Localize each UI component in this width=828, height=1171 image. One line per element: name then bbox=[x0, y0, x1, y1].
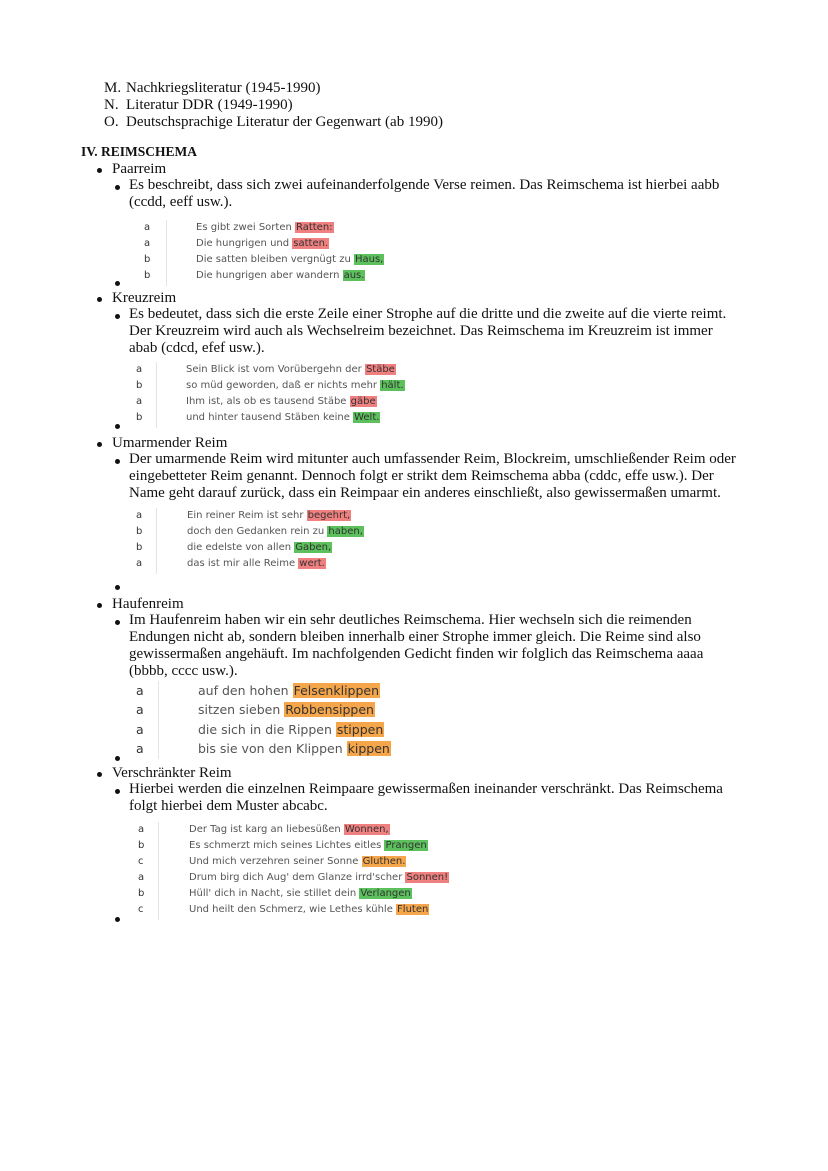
rhyme-key: a bbox=[136, 396, 143, 407]
rhyme-key: a bbox=[136, 722, 144, 737]
rhyme-text: Und heilt den Schmerz, wie Lethes kühle bbox=[189, 904, 397, 915]
description-line: (ccdd, eeff usw.). bbox=[129, 194, 233, 210]
description-line: Name geht darauf zurück, dass ein Reimpaar ein anderes einschließt, also gewissermaßen umarmt. bbox=[129, 485, 721, 501]
rhyme-word-highlight: kippen bbox=[347, 741, 390, 756]
rhyme-key: b bbox=[144, 270, 151, 281]
rhyme-text: auf den hohen bbox=[198, 683, 293, 698]
rhyme-key: a bbox=[144, 238, 151, 249]
bullet-dot bbox=[97, 772, 102, 777]
rhyme-text: sitzen sieben bbox=[198, 702, 285, 717]
rhyme-key: b bbox=[136, 526, 143, 537]
list-letter: N. bbox=[104, 97, 119, 113]
rhyme-divider bbox=[156, 362, 157, 428]
description-line: Im Haufenreim haben wir ein sehr deutliches Reimschema. Hier wechseln sich die reimenden bbox=[129, 612, 692, 628]
list-letter: O. bbox=[104, 114, 119, 130]
rhyme-key: b bbox=[138, 840, 145, 851]
description-line: Der Kreuzreim wird auch als Wechselreim bezeichnet. Das Reimschema im Kreuzreim ist immer bbox=[129, 323, 713, 339]
rhyme-key: a bbox=[136, 364, 143, 375]
rhyme-divider bbox=[158, 822, 159, 920]
rhyme-key: a bbox=[136, 702, 144, 717]
rhyme-word-highlight: Welt. bbox=[354, 412, 380, 423]
section-description-verschraenkter-reim bbox=[129, 781, 809, 815]
rhyme-key: b bbox=[136, 380, 143, 391]
bullet-dot bbox=[115, 314, 120, 319]
list-text: Nachkriegsliteratur (1945-1990) bbox=[126, 80, 321, 96]
bullet-dot bbox=[115, 185, 120, 190]
rhyme-word-highlight: Haus, bbox=[354, 254, 384, 265]
rhyme-key: b bbox=[136, 412, 143, 423]
literature-item-n bbox=[104, 96, 293, 114]
rhyme-key: b bbox=[138, 888, 145, 899]
rhyme-word-highlight: begehrt, bbox=[307, 510, 351, 521]
rhyme-text: die edelste von allen bbox=[187, 542, 295, 553]
bullet-dot bbox=[115, 459, 120, 464]
rhyme-word-highlight: Wonnen, bbox=[344, 824, 389, 835]
rhyme-text: Die hungrigen aber wandern bbox=[196, 270, 343, 281]
rhyme-word-highlight: Robbensippen bbox=[285, 702, 374, 717]
section-heading: IV. REIMSCHEMA bbox=[81, 144, 198, 159]
description-line: Endungen nicht ab, sondern bleiben innerhalb einer Strophe immer gleich. Die Reime sind also bbox=[129, 629, 701, 645]
rhyme-word-highlight: satten. bbox=[293, 238, 329, 249]
description-line: Es bedeutet, dass sich die erste Zeile einer Strophe auf die dritte und die zweite auf die vierte reimt. bbox=[129, 306, 727, 322]
rhyme-text: Die satten bleiben vergnügt zu bbox=[196, 254, 354, 265]
rhyme-divider bbox=[158, 681, 159, 759]
rhyme-key: c bbox=[138, 856, 144, 867]
literature-item-m bbox=[104, 79, 321, 97]
rhyme-word-highlight: Gaben, bbox=[295, 542, 332, 553]
section-title-haufenreim: Haufenreim bbox=[112, 596, 184, 612]
rhyme-text: Hüll' dich in Nacht, sie stillet dein bbox=[189, 888, 360, 899]
bullet-dot bbox=[97, 168, 102, 173]
rhyme-text: doch den Gedanken rein zu bbox=[187, 526, 328, 537]
description-line: abab (cdcd, efef usw.). bbox=[129, 340, 265, 356]
bullet-dot bbox=[115, 756, 120, 761]
description-line: Es beschreibt, dass sich zwei aufeinanderfolgende Verse reimen. Das Reimschema ist hierbei aabb bbox=[129, 177, 720, 193]
rhyme-text: das ist mir alle Reime bbox=[187, 558, 299, 569]
description-line: folgt hierbei dem Muster abcabc. bbox=[129, 798, 328, 814]
list-text: Deutschsprachige Literatur der Gegenwart (ab 1990) bbox=[126, 114, 443, 130]
bullet-dot bbox=[115, 281, 120, 286]
section-description-paarreim bbox=[129, 177, 789, 211]
rhyme-word-highlight: Ratten: bbox=[295, 222, 333, 233]
section-description-haufenreim bbox=[129, 612, 789, 680]
bullet-dot bbox=[115, 917, 120, 922]
rhyme-text: Es schmerzt mich seines Lichtes eitles bbox=[189, 840, 385, 851]
rhyme-word-highlight: Prangen bbox=[385, 840, 427, 851]
rhyme-divider bbox=[166, 220, 167, 286]
section-title-kreuzreim: Kreuzreim bbox=[112, 290, 177, 306]
rhyme-key: b bbox=[136, 542, 143, 553]
section-title-paarreim: Paarreim bbox=[112, 161, 167, 177]
rhyme-text: die sich in die Rippen bbox=[198, 722, 336, 737]
description-line: (bbbb, cccc usw.). bbox=[129, 663, 238, 679]
description-line: eingebetteter Reim genannt. Dennoch folgt er strikt dem Reimschema abba (cddc, effe usw.). Der bbox=[129, 468, 714, 484]
rhyme-key: a bbox=[138, 872, 145, 883]
rhyme-text: Es gibt zwei Sorten bbox=[196, 222, 295, 233]
rhyme-key: a bbox=[136, 510, 143, 521]
rhyme-text: und hinter tausend Stäben keine bbox=[186, 412, 354, 423]
rhyme-divider bbox=[156, 508, 157, 574]
literature-item-o bbox=[104, 113, 443, 131]
bullet-dot bbox=[97, 297, 102, 302]
rhyme-word-highlight: Verlangen bbox=[360, 888, 411, 899]
rhyme-word-highlight: Fluten bbox=[397, 904, 429, 915]
list-letter: M. bbox=[104, 80, 122, 96]
section-description-kreuzreim bbox=[129, 306, 809, 357]
rhyme-key: a bbox=[136, 741, 144, 756]
section-title-umarmender-reim: Umarmender Reim bbox=[112, 435, 228, 451]
description-line: Der umarmende Reim wird mitunter auch umfassender Reim, Blockreim, umschließender Reim oder bbox=[129, 451, 736, 467]
rhyme-word-highlight: Gluthen. bbox=[362, 856, 406, 867]
rhyme-word-highlight: gäbe bbox=[350, 396, 376, 407]
rhyme-text: Und mich verzehren seiner Sonne bbox=[189, 856, 362, 867]
bullet-dot bbox=[115, 585, 120, 590]
rhyme-text: bis sie von den Klippen bbox=[198, 741, 347, 756]
rhyme-key: c bbox=[138, 904, 144, 915]
rhyme-text: Die hungrigen und bbox=[196, 238, 293, 249]
rhyme-word-highlight: Sonnen! bbox=[406, 872, 449, 883]
bullet-dot bbox=[115, 620, 120, 625]
rhyme-text: so müd geworden, daß er nichts mehr bbox=[186, 380, 381, 391]
rhyme-key: a bbox=[138, 824, 145, 835]
rhyme-key: a bbox=[144, 222, 151, 233]
rhyme-key: a bbox=[136, 558, 143, 569]
rhyme-word-highlight: Stäbe bbox=[365, 364, 395, 375]
rhyme-text: Drum birg dich Aug' dem Glanze irrd'scher bbox=[189, 872, 406, 883]
bullet-dot bbox=[115, 789, 120, 794]
rhyme-word-highlight: wert. bbox=[299, 558, 325, 569]
rhyme-word-highlight: haben, bbox=[328, 526, 363, 537]
rhyme-key: a bbox=[136, 683, 144, 698]
section-description-umarmender-reim bbox=[129, 451, 809, 502]
bullet-dot bbox=[115, 424, 120, 429]
rhyme-text: Ein reiner Reim ist sehr bbox=[187, 510, 307, 521]
rhyme-text: Sein Blick ist vom Vorübergehn der bbox=[186, 364, 365, 375]
description-line: Hierbei werden die einzelnen Reimpaare gewissermaßen ineinander verschränkt. Das Reimschema bbox=[129, 781, 723, 797]
rhyme-word-highlight: hält. bbox=[381, 380, 404, 391]
rhyme-word-highlight: stippen bbox=[336, 722, 384, 737]
rhyme-word-highlight: Felsenklippen bbox=[293, 683, 380, 698]
section-title-verschraenkter-reim: Verschränkter Reim bbox=[112, 765, 232, 781]
list-text: Literatur DDR (1949-1990) bbox=[126, 97, 293, 113]
rhyme-word-highlight: aus. bbox=[343, 270, 365, 281]
rhyme-text: Der Tag ist karg an liebesüßen bbox=[189, 824, 344, 835]
bullet-dot bbox=[97, 603, 102, 608]
rhyme-text: Ihm ist, als ob es tausend Stäbe bbox=[186, 396, 350, 407]
description-line: gewissermaßen angehäuft. Im nachfolgenden Gedicht finden wir folglich das Reimschema aaaa bbox=[129, 646, 704, 662]
rhyme-key: b bbox=[144, 254, 151, 265]
bullet-dot bbox=[97, 442, 102, 447]
